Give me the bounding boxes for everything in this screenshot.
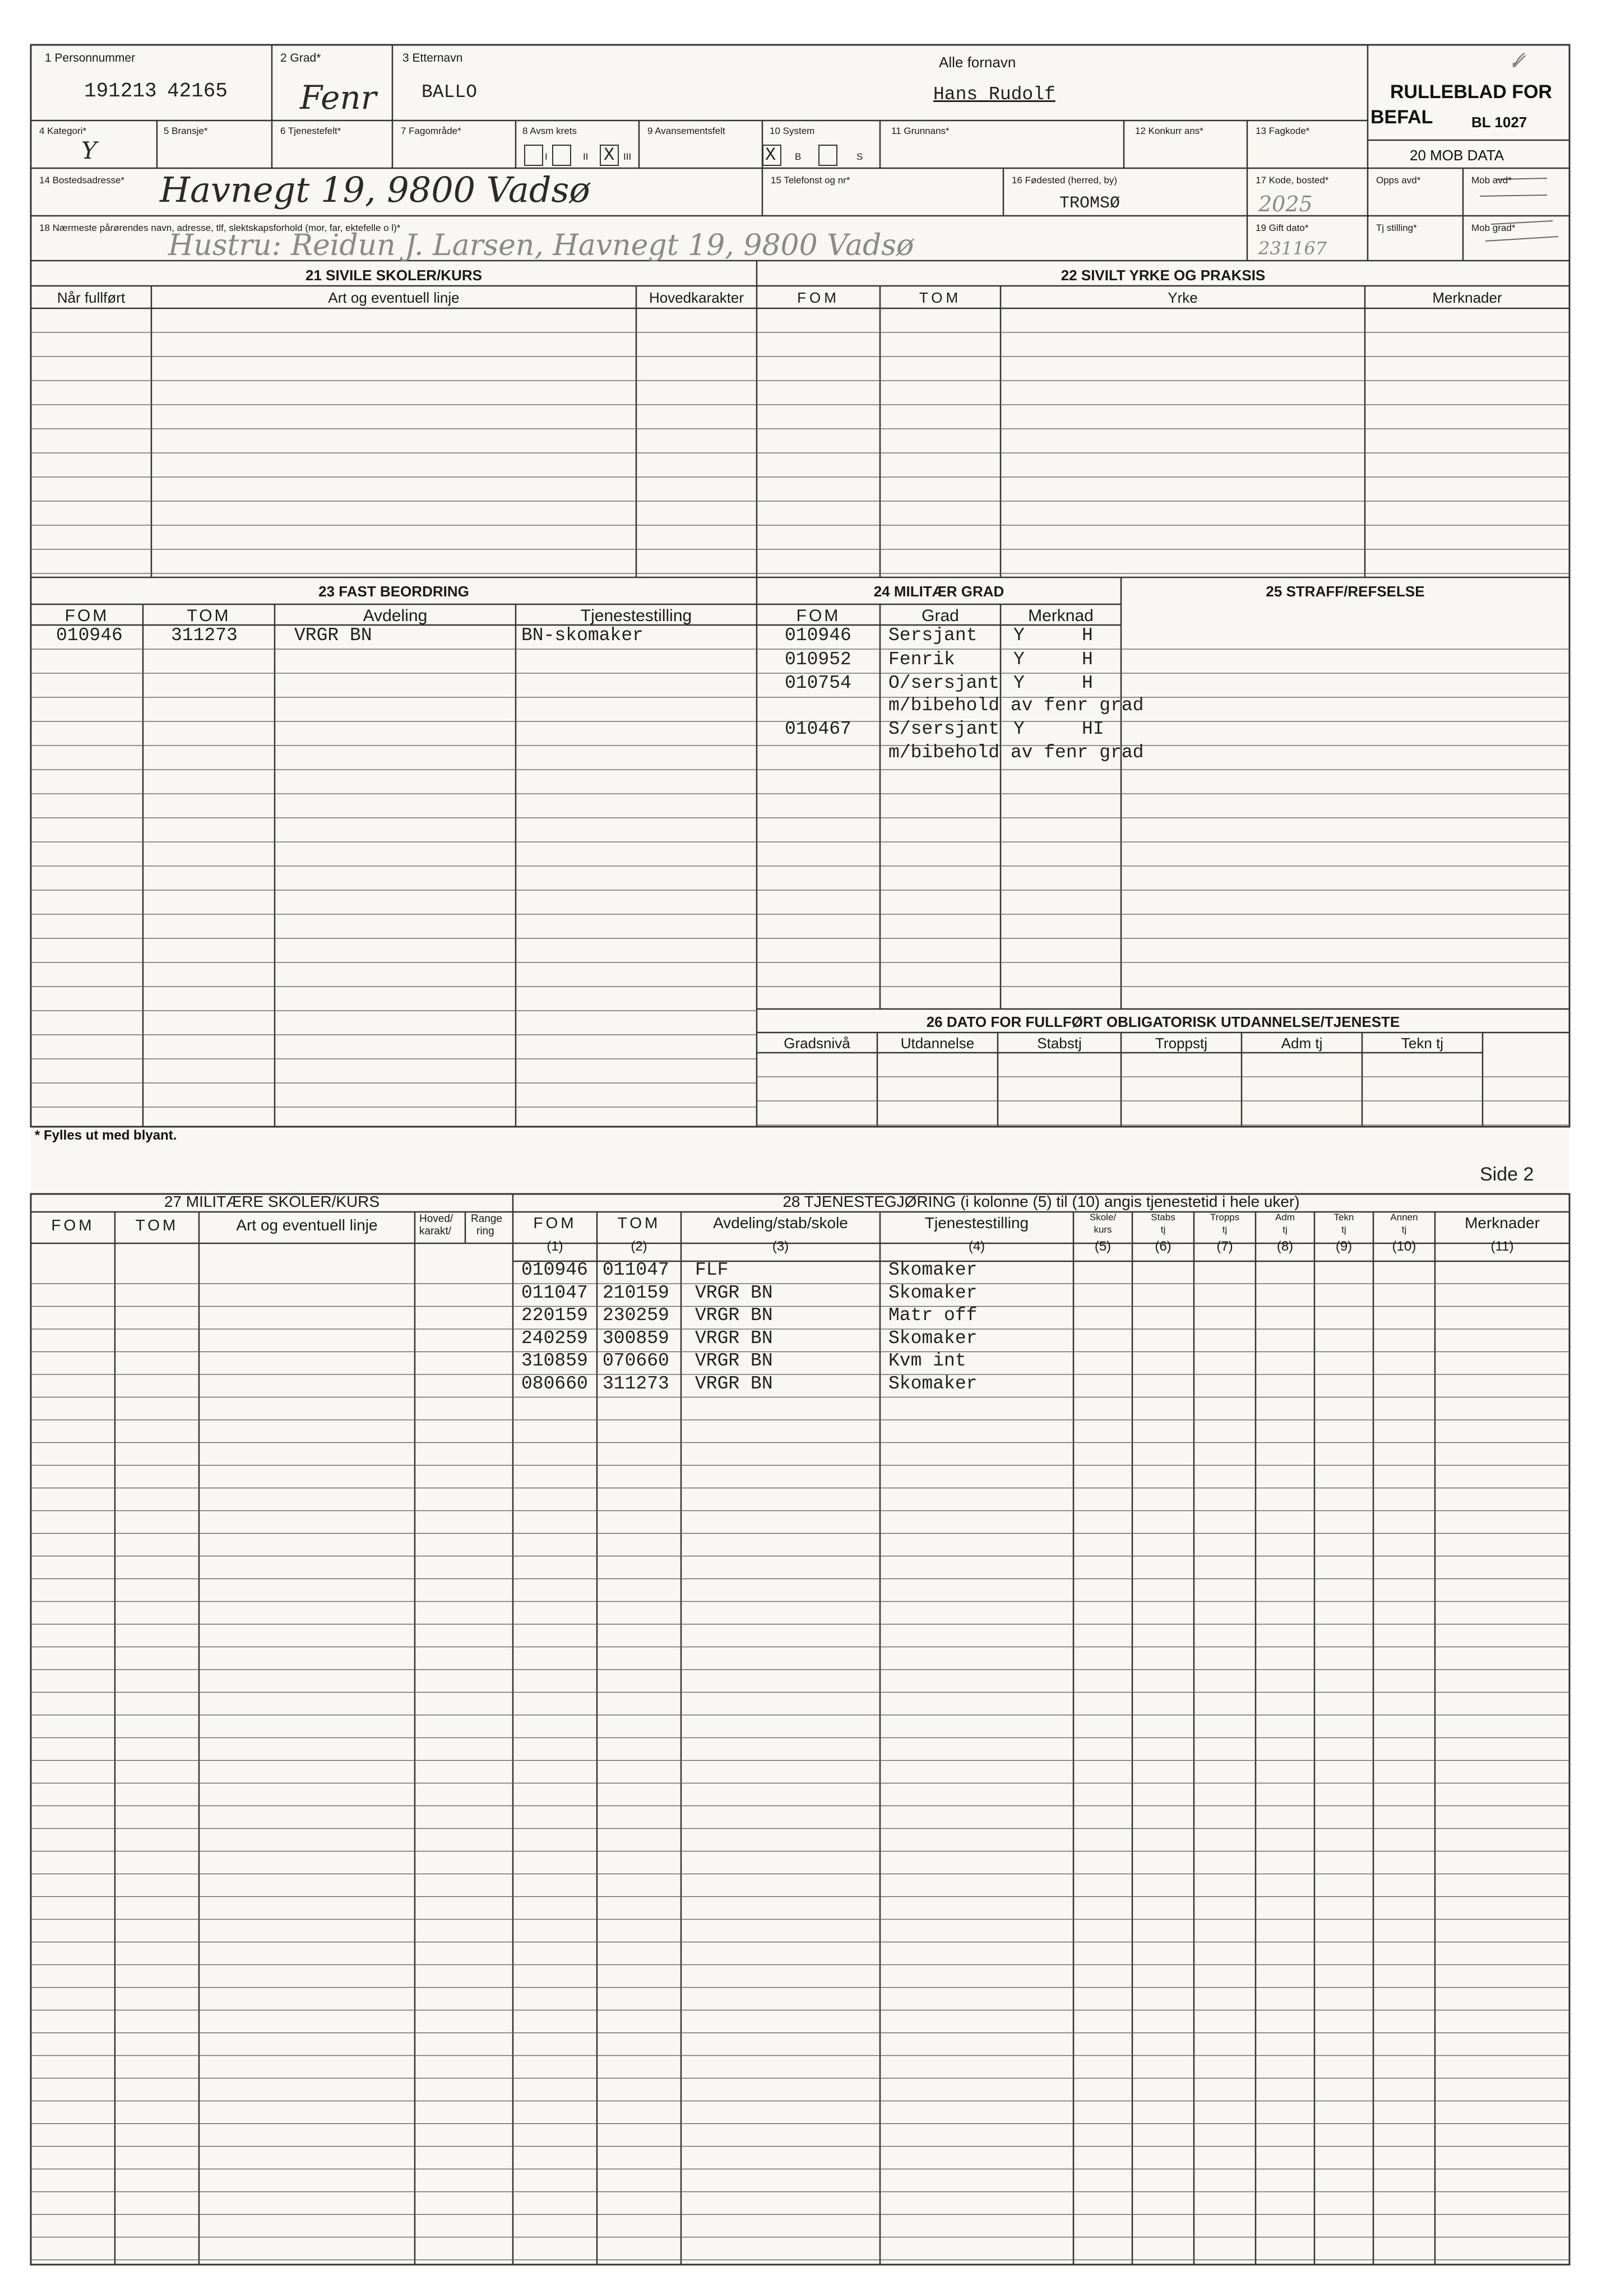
page-number: Side 2	[1480, 1164, 1534, 1185]
konkurr-ans-label: 12 Konkurr ans*	[1135, 126, 1203, 136]
system-label: 10 System	[770, 126, 815, 136]
s23-col-avdeling: Avdeling	[363, 607, 428, 625]
s25-title: 25 STRAFF/REFSELSE	[1266, 583, 1425, 600]
s28-col-num: (5)	[1094, 1239, 1112, 1254]
s28-col-num: (4)	[968, 1239, 985, 1254]
s26-col-tekntj: Tekn tj	[1401, 1035, 1444, 1052]
form-code: BL 1027	[1471, 114, 1527, 131]
s24-row-merknad-1: Y	[1013, 673, 1025, 693]
s28-col-num: (8)	[1276, 1239, 1294, 1254]
s28-col-num: (10)	[1392, 1239, 1416, 1254]
s23-col-fom: FOM	[64, 607, 109, 625]
s28-col-num: (2)	[631, 1239, 647, 1254]
s27-col-art: Art og eventuell linje	[236, 1216, 378, 1234]
s28-row-tom: 070660	[603, 1350, 669, 1371]
s23-row-avdeling: VRGR BN	[294, 625, 372, 646]
s28-row-fom: 080660	[521, 1373, 588, 1394]
s24-col-merknad: Merknad	[1028, 607, 1094, 625]
s24-row-grad: Fenrik	[888, 649, 955, 670]
s28-row-tom: 311273	[603, 1373, 669, 1394]
s27-col-range: Range	[471, 1213, 502, 1225]
tjenestefelt-label: 6 Tjenestefelt*	[280, 126, 341, 136]
opps-avd-label: Opps avd*	[1376, 175, 1421, 186]
s28-col-h2: tj	[1401, 1224, 1407, 1235]
s28-title: 28 TJENESTEGJØRING (i kolonne (5) til (10) angis tjenestetid i hele uker)	[782, 1193, 1300, 1210]
gift-dato-value: 231167	[1258, 238, 1327, 259]
s21-col-hoved: Hovedkarakter	[649, 289, 744, 306]
s24-row-merknad-1: Y	[1013, 649, 1025, 670]
s28-col-h2: tj	[1341, 1224, 1346, 1235]
s28-row-tjenestestilling: Matr off	[888, 1305, 978, 1326]
s26-title: 26 DATO FOR FULLFØRT OBLIGATORISK UTDANNELSE/TJENESTE	[926, 1013, 1400, 1030]
avsm-krets-label: 8 Avsm krets	[522, 126, 577, 136]
alle-fornavn-label: Alle fornavn	[939, 54, 1016, 71]
alle-fornavn-value: Hans Rudolf	[933, 84, 1055, 105]
s28-row-fom: 220159	[521, 1305, 588, 1326]
s28-col-num: (11)	[1490, 1239, 1514, 1254]
bostedsadresse-label: 14 Bostedsadresse*	[39, 175, 125, 186]
kode-bosted-label: 17 Kode, bosted*	[1256, 175, 1329, 186]
s24-row-merknad-2: H	[1082, 649, 1093, 670]
s27-col-ring: ring	[476, 1225, 494, 1237]
s28-row-fom: 011047	[521, 1283, 588, 1303]
system-mark: X	[765, 145, 776, 165]
kode-bosted-value: 2025	[1258, 192, 1313, 216]
kategori-value: Y	[81, 137, 97, 164]
grad-label: 2 Grad*	[280, 52, 321, 64]
s28-col-h1: Tekn	[1333, 1212, 1354, 1223]
s26-col-admtj: Adm tj	[1281, 1035, 1323, 1052]
s22-col-fom: FOM	[797, 289, 840, 306]
s28-row-avdeling: VRGR BN	[695, 1328, 773, 1349]
s28-row-fom: 310859	[521, 1350, 588, 1371]
s28-row-tjenestestilling: Skomaker	[888, 1373, 978, 1394]
s28-col-num: (7)	[1216, 1239, 1233, 1254]
s23-row-tjenestestilling: BN-skomaker	[521, 625, 643, 646]
s28-row-avdeling: FLF	[695, 1260, 729, 1280]
footnote: * Fylles ut med blyant.	[35, 1128, 177, 1143]
s22-col-merknader: Merknader	[1432, 289, 1502, 306]
fagkode-label: 13 Fagkode*	[1256, 126, 1310, 136]
s28-col-h1: Tropps	[1210, 1212, 1240, 1223]
mob-grad-label: Mob grad*	[1471, 223, 1516, 233]
system-opt-s: S	[856, 151, 863, 162]
fodested-value: TROMSØ	[1059, 194, 1120, 213]
s28-col-h1: Tjenestestilling	[924, 1214, 1029, 1232]
s24-col-grad: Grad	[922, 607, 959, 625]
avsm-krets-opt-1: I	[545, 151, 548, 162]
s22-title: 22 SIVILT YRKE OG PRAKSIS	[1061, 267, 1266, 284]
fodested-label: 16 Fødested (herred, by)	[1012, 175, 1118, 186]
s23-title: 23 FAST BEORDRING	[318, 583, 469, 600]
s24-row-grad: O/sersjant	[888, 673, 1000, 693]
personnummer-label: 1 Personnummer	[45, 52, 136, 64]
gift-dato-label: 19 Gift dato*	[1256, 223, 1309, 233]
s24-row-fom: 010946	[785, 625, 851, 646]
s27-col-hoved: Hoved/	[419, 1213, 453, 1225]
personnummer-date: 191213	[84, 80, 157, 103]
avsm-krets-box-2[interactable]	[552, 145, 571, 166]
s28-col-num: (3)	[772, 1239, 789, 1254]
s28-row-tjenestestilling: Skomaker	[888, 1260, 978, 1280]
s28-row-avdeling: VRGR BN	[695, 1373, 773, 1394]
mob-avd-label: Mob avd*	[1471, 175, 1512, 186]
s22-col-yrke: Yrke	[1168, 289, 1198, 306]
etternavn-label: 3 Etternavn	[402, 52, 463, 64]
parorende-label: 18 Nærmeste pårørendes navn, adresse, tlf, slektskapsforhold (mor, far, ektefelle o l)*	[39, 223, 401, 233]
s28-col-h2: kurs	[1094, 1224, 1112, 1235]
system-opt-b: B	[795, 151, 802, 162]
fagomrade-label: 7 Fagområde*	[401, 126, 461, 136]
s28-col-h2: tj	[1282, 1224, 1288, 1235]
s21-col-art: Art og eventuell linje	[328, 289, 460, 306]
personnummer-number: 42165	[167, 80, 228, 103]
s28-row-tom: 300859	[603, 1328, 669, 1349]
avsm-krets-box-1[interactable]	[524, 145, 543, 166]
s28-row-fom: 010946	[521, 1260, 588, 1280]
s23-row-tom: 311273	[171, 625, 238, 646]
s28-col-num: (6)	[1155, 1239, 1172, 1254]
s28-col-h1: Avdeling/stab/skole	[713, 1214, 848, 1232]
bostedsadresse-value: Havnegt 19, 9800 Vadsø	[160, 169, 590, 210]
s24-row-merknad-2: H	[1082, 625, 1093, 646]
s26-col-gradsniva: Gradsnivå	[784, 1035, 850, 1052]
s28-row-tom: 210159	[603, 1283, 669, 1303]
s23-col-tom: TOM	[187, 607, 231, 625]
s24-title: 24 MILITÆR GRAD	[873, 583, 1004, 600]
form-title-befal: BEFAL	[1370, 107, 1433, 128]
s28-row-tjenestestilling: Skomaker	[888, 1328, 978, 1349]
s22-col-tom: TOM	[919, 289, 962, 306]
s24-row-grad: S/sersjant	[888, 719, 1000, 739]
s24-row-fom: 010467	[785, 719, 851, 739]
form-title: RULLEBLAD FOR	[1390, 81, 1552, 103]
s28-col-h1: TOM	[617, 1214, 661, 1232]
s27-col-fom: FOM	[51, 1216, 95, 1234]
grunnans-label: 11 Grunnans*	[891, 126, 950, 136]
s26-col-stabstj: Stabstj	[1037, 1035, 1082, 1052]
s28-row-tjenestestilling: Skomaker	[888, 1283, 978, 1303]
s28-col-h1: Skole/	[1089, 1212, 1117, 1223]
grad-value: Fenr	[300, 78, 377, 117]
parorende-value: Hustru: Reidun J. Larsen, Havnegt 19, 9800 Vadsø	[168, 229, 914, 262]
s28-col-h1: Adm	[1275, 1212, 1295, 1223]
s28-row-tom: 011047	[603, 1260, 669, 1280]
s28-row-tom: 230259	[603, 1305, 669, 1326]
s26-col-utdannelse: Utdannelse	[900, 1035, 975, 1052]
avsm-krets-opt-2: II	[583, 151, 589, 162]
s23-col-tjenestestilling: Tjenestestilling	[580, 607, 692, 625]
s28-col-h1: FOM	[533, 1214, 577, 1232]
s24-col-fom: FOM	[796, 607, 841, 625]
etternavn-value: BALLO	[422, 82, 478, 103]
s24-row-note: m/bibehold av fenr grad	[888, 742, 1144, 763]
telefon-label: 15 Telefonst og nr*	[771, 175, 850, 186]
s27-col-tom: TOM	[135, 1216, 179, 1234]
s21-col-nar: Når fullført	[57, 289, 126, 306]
s24-row-grad: Sersjant	[888, 625, 978, 646]
s24-row-note: m/bibehold av fenr grad	[888, 695, 1144, 716]
s24-row-merknad-2: H	[1082, 673, 1093, 693]
s28-col-h1: Annen	[1390, 1212, 1418, 1223]
s28-col-num: (9)	[1335, 1239, 1353, 1254]
s24-row-fom: 010952	[785, 649, 851, 670]
s28-row-fom: 240259	[521, 1328, 588, 1349]
avansementsfelt-label: 9 Avansementsfelt	[647, 126, 725, 136]
s28-col-h2: tj	[1222, 1224, 1228, 1235]
s28-row-avdeling: VRGR BN	[695, 1305, 773, 1326]
s23-row-fom: 010946	[56, 625, 123, 646]
s28-col-num: (1)	[547, 1239, 563, 1254]
s27-title: 27 MILITÆRE SKOLER/KURS	[164, 1193, 380, 1210]
s24-row-fom: 010754	[785, 673, 851, 693]
kategori-label: 4 Kategori*	[39, 126, 87, 136]
s24-row-merknad-1: Y	[1013, 625, 1025, 646]
bransje-label: 5 Bransje*	[164, 126, 208, 136]
checkmark-icon: ✓	[1508, 49, 1527, 75]
s24-row-merknad-2: HI	[1082, 719, 1104, 739]
s28-row-avdeling: VRGR BN	[695, 1283, 773, 1303]
s21-title: 21 SIVILE SKOLER/KURS	[305, 267, 482, 284]
s28-row-tjenestestilling: Kvm int	[888, 1350, 966, 1371]
s24-row-merknad-1: Y	[1013, 719, 1025, 739]
s26-col-troppstj: Troppstj	[1155, 1035, 1207, 1052]
s28-col-h2: tj	[1160, 1224, 1166, 1235]
avsm-krets-opt-3: III	[623, 151, 632, 162]
s28-col-h1: Stabs	[1151, 1212, 1175, 1223]
s27-col-karakt: karakt/	[419, 1225, 452, 1237]
mob-data-title: 20 MOB DATA	[1410, 147, 1504, 164]
system-box-2[interactable]	[818, 145, 837, 166]
avsm-krets-mark: X	[604, 145, 615, 165]
tj-stilling-label: Tj stilling*	[1376, 223, 1417, 233]
s28-col-h1: Merknader	[1465, 1214, 1540, 1232]
s28-row-avdeling: VRGR BN	[695, 1350, 773, 1371]
